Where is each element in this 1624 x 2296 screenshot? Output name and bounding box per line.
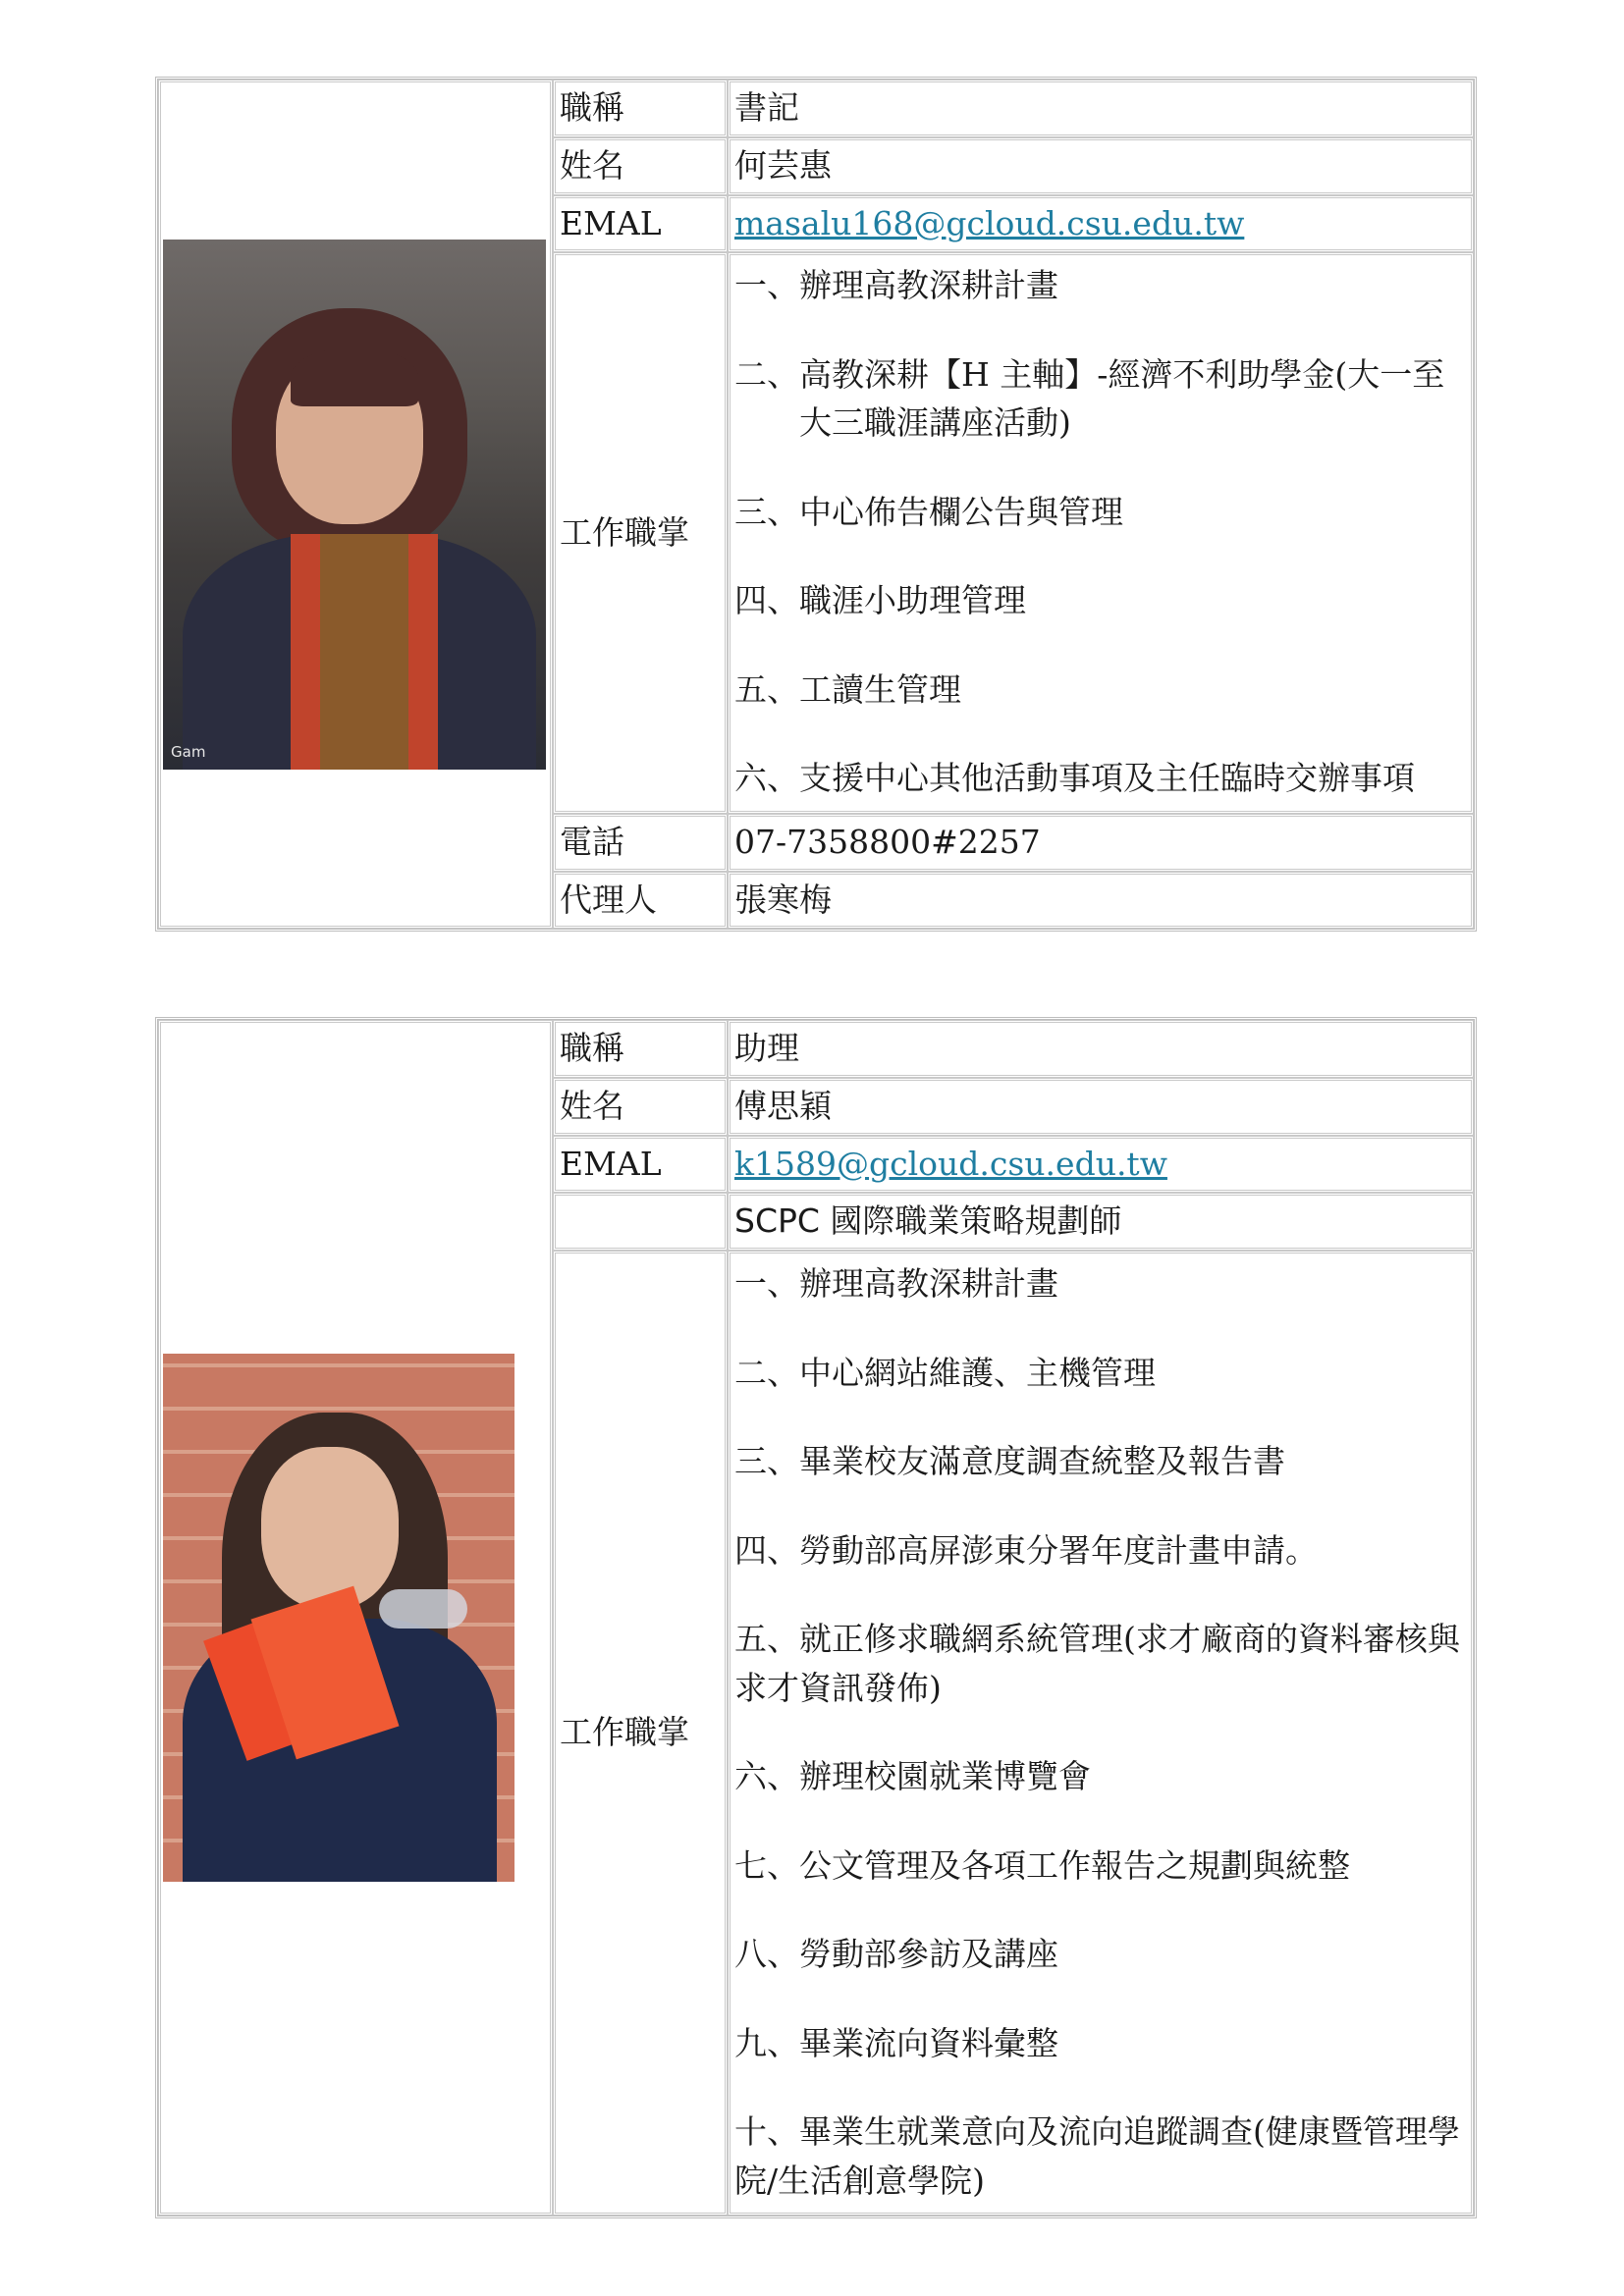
staff-photo	[163, 1354, 514, 1882]
duty-item: 三、中心佈告欄公告與管理	[734, 492, 1123, 531]
photo-cell	[158, 80, 553, 929]
duty-item: 十、畢業生就業意向及流向追蹤調查(健康暨管理學院/生活創意學院)	[734, 2112, 1460, 2200]
empty-label	[553, 1193, 728, 1251]
duty-item: 六、支援中心其他活動事項及主任臨時交辦事項	[734, 759, 1415, 798]
email-link[interactable]: k1589@gcloud.csu.edu.tw	[734, 1144, 1167, 1183]
duty-item: 三、畢業校友滿意度調查統整及報告書	[734, 1442, 1285, 1481]
duty-item: 六、辦理校園就業博覽會	[734, 1757, 1091, 1796]
duties-label: 工作職掌	[553, 1251, 728, 2216]
duty-item: 九、畢業流向資料彙整	[734, 2023, 1058, 2062]
job-title-value: 助理	[728, 1020, 1474, 1078]
duty-item: 四、職涯小助理管理	[734, 581, 1026, 620]
duty-item: 一、辦理高教深耕計畫	[734, 266, 1058, 305]
duty-item: 七、公文管理及各項工作報告之規劃與統整	[734, 1845, 1350, 1885]
job-title-label: 職稱	[553, 1020, 728, 1078]
photo-watermark: Gam	[171, 742, 206, 761]
duty-item: 五、工讀生管理	[734, 669, 961, 709]
email-label: EMAL	[553, 1136, 728, 1194]
duty-item: 二、高教深耕【H 主軸】-經濟不利助學金(大一至大三職涯講座活動)	[734, 354, 1445, 443]
duty-list	[734, 255, 1467, 811]
job-title-value: 書記	[728, 80, 1474, 137]
job-title-label: 職稱	[553, 80, 728, 137]
photo-cell	[158, 1020, 553, 2216]
name-value: 傅思穎	[728, 1078, 1474, 1136]
duty-item: 八、勞動部參訪及講座	[734, 1935, 1058, 1974]
agent-value: 張寒梅	[728, 872, 1474, 930]
name-label: 姓名	[553, 1078, 728, 1136]
phone-value: 07-7358800#2257	[728, 814, 1474, 872]
duty-item: 四、勞動部高屏澎東分署年度計畫申請。	[734, 1530, 1318, 1570]
email-label: EMAL	[553, 195, 728, 253]
email-link[interactable]: masalu168@gcloud.csu.edu.tw	[734, 203, 1245, 242]
duty-item: 五、就正修求職網系統管理(求才廠商的資料審核與求才資訊發佈)	[734, 1620, 1460, 1707]
name-value: 何芸惠	[728, 137, 1474, 195]
duty-item: 二、中心網站維護、主機管理	[734, 1353, 1156, 1392]
staff-card-2	[155, 1017, 1477, 2218]
certification-value: SCPC 國際職業策略規劃師	[728, 1193, 1474, 1251]
duties-label: 工作職掌	[553, 252, 728, 814]
agent-label: 代理人	[553, 872, 728, 930]
name-label: 姓名	[553, 137, 728, 195]
staff-photo	[163, 240, 546, 770]
staff-card-1	[155, 77, 1477, 932]
phone-label: 電話	[553, 814, 728, 872]
duty-item: 一、辦理高教深耕計畫	[734, 1264, 1058, 1304]
duty-list	[734, 1254, 1467, 2213]
